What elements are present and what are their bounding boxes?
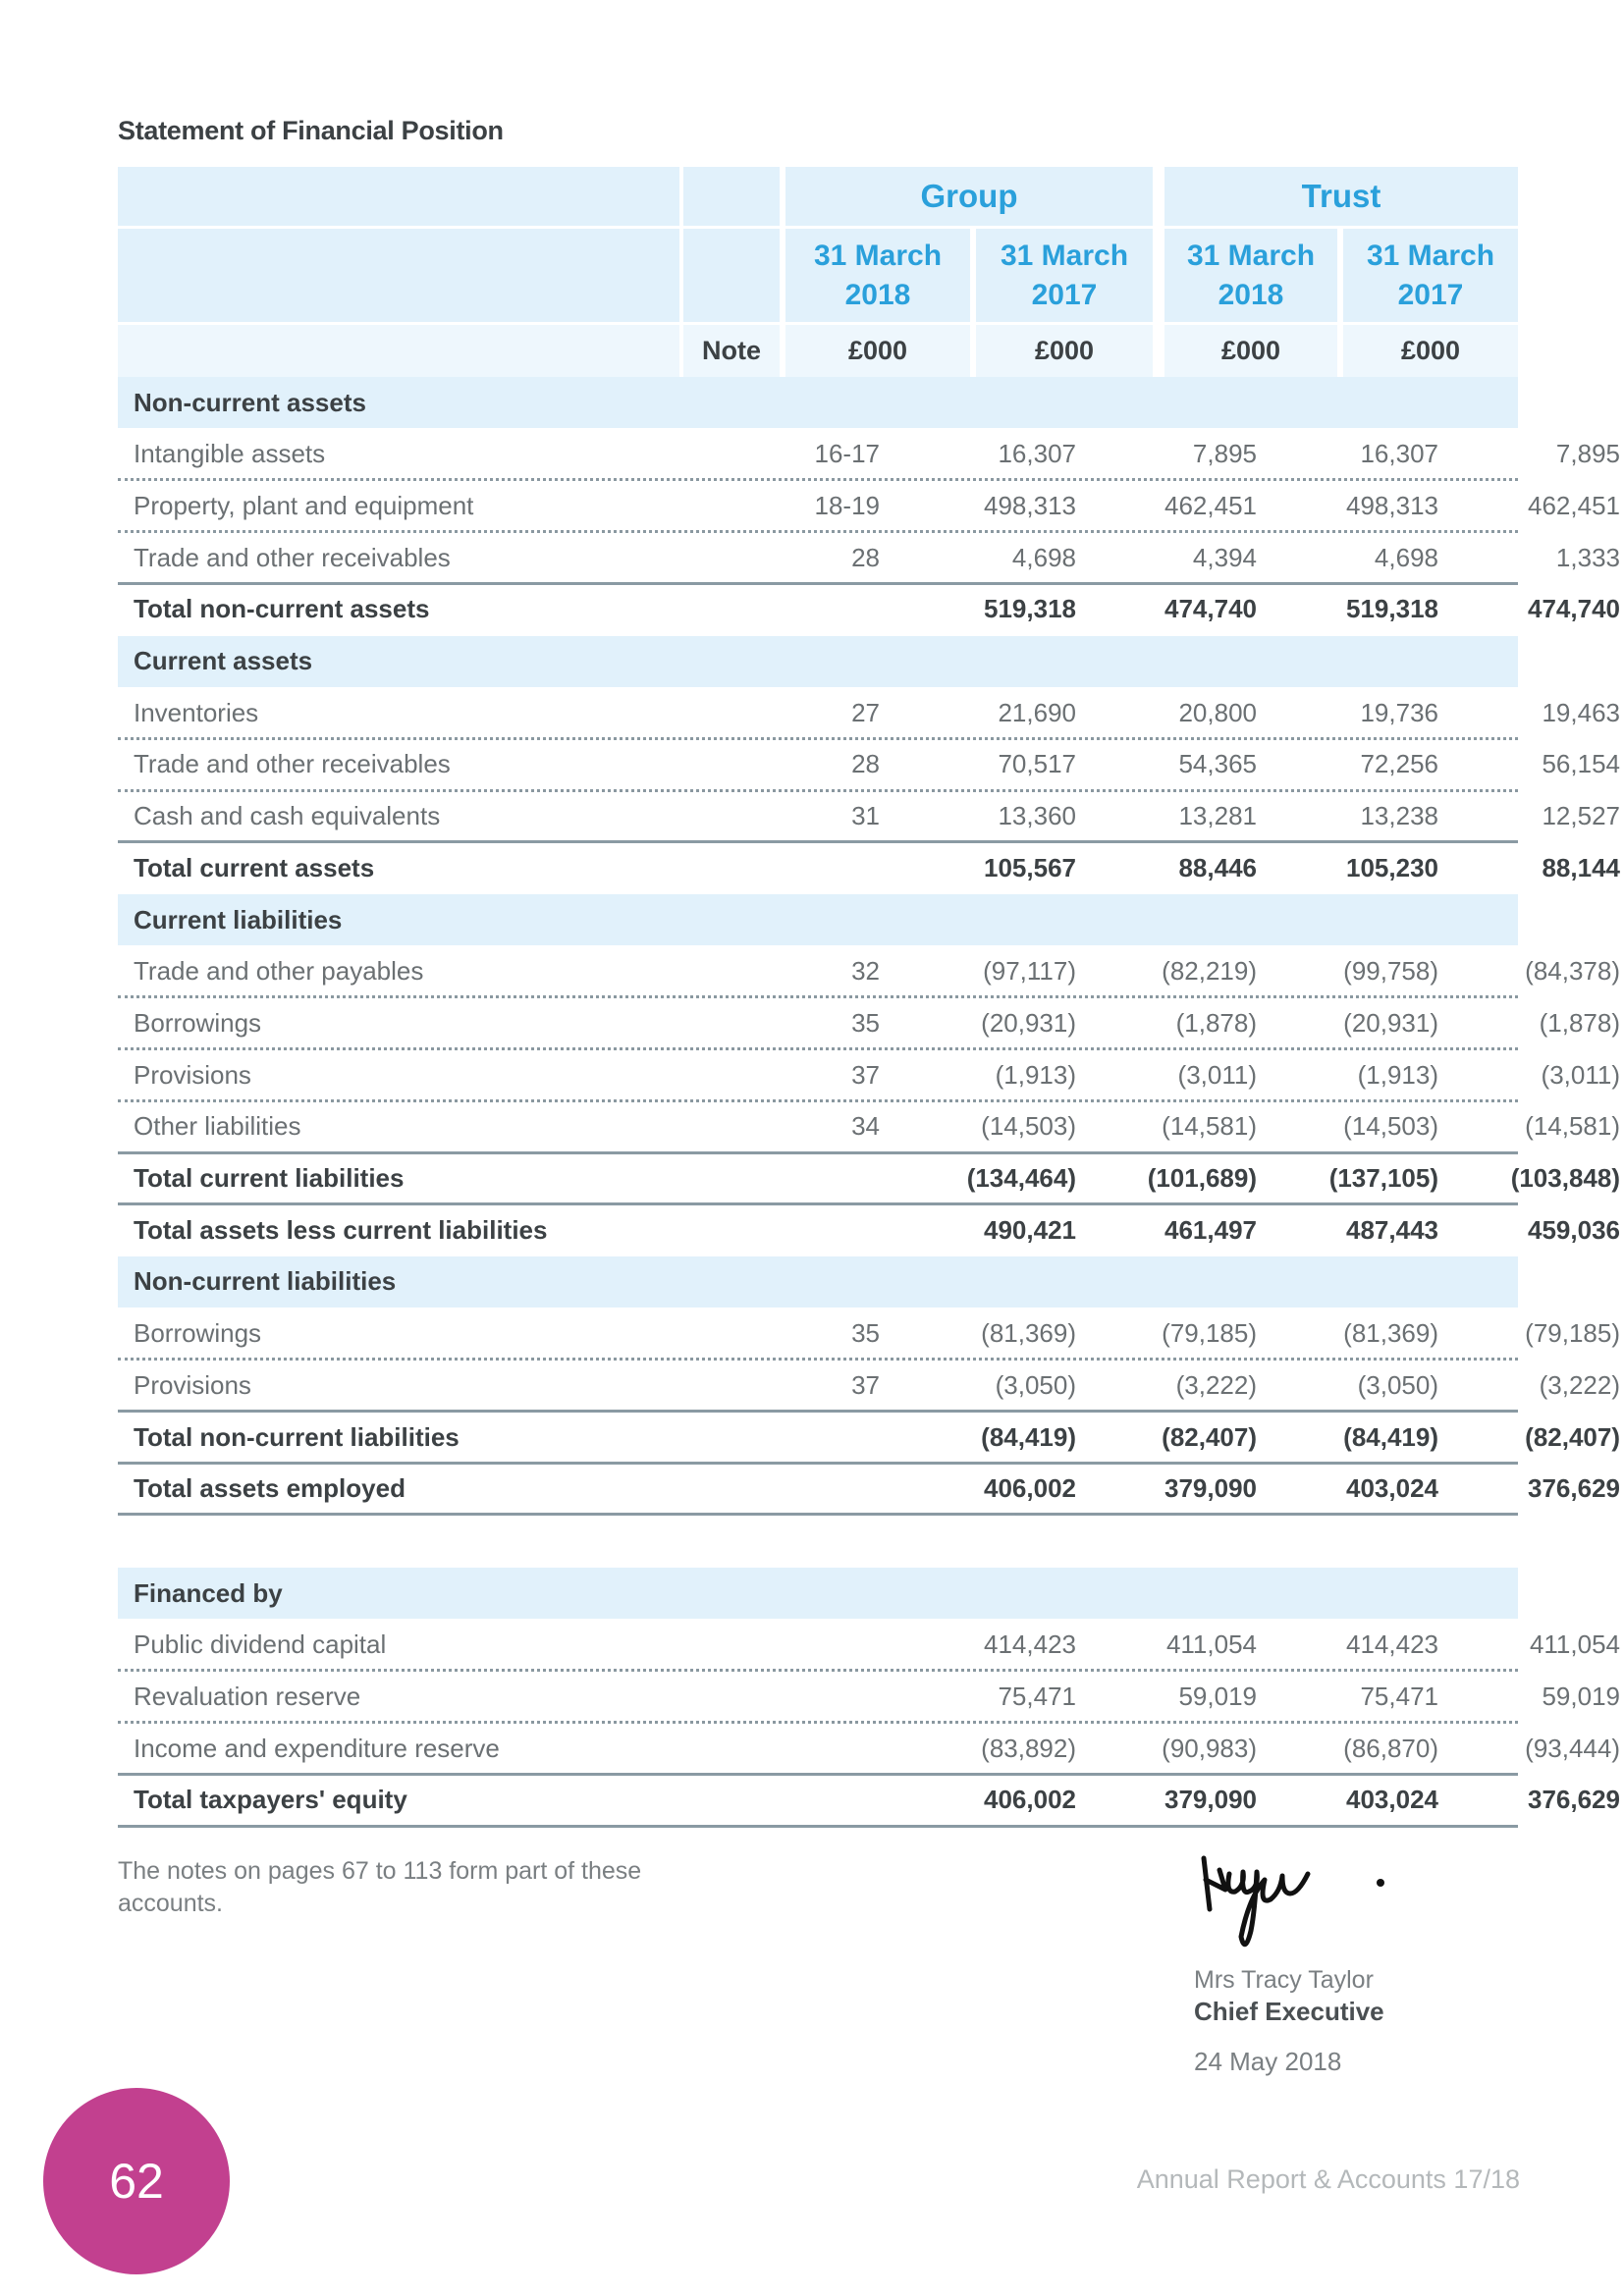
row-note: 35 (851, 1007, 880, 1038)
value-group-2017: 4,394 (1192, 542, 1257, 572)
table-row (118, 429, 1620, 480)
date-year: 2018 (1218, 278, 1284, 311)
value-trust-2018: 414,423 (1346, 1629, 1438, 1660)
page-number-badge (43, 2088, 230, 2274)
header-blank (118, 325, 679, 377)
row-label: Total non-current assets (134, 594, 430, 624)
value-group-2018: (81,369) (981, 1318, 1076, 1349)
row-label: Income and expenditure reserve (134, 1733, 500, 1763)
value-group-2017: 20,800 (1178, 697, 1257, 727)
header-unit: £000 (976, 325, 1153, 377)
row-label: Total current assets (134, 852, 375, 882)
value-group-2017: (82,407) (1162, 1421, 1257, 1452)
row-label: Total taxpayers' equity (134, 1785, 407, 1815)
value-group-2017: 7,895 (1192, 439, 1257, 469)
value-trust-2018: (137,105) (1328, 1163, 1438, 1193)
value-trust-2018 (1262, 377, 1438, 428)
value-group-2018: (1,913) (995, 1059, 1076, 1090)
table-row (118, 687, 1620, 738)
header-blank (118, 229, 679, 322)
value-group-2018 (785, 894, 1076, 945)
table-row (118, 1101, 1620, 1152)
value-trust-2018: 19,736 (1360, 697, 1438, 727)
row-label: Provisions (134, 1059, 251, 1090)
value-group-2018: 490,421 (984, 1214, 1076, 1245)
value-trust-2018: 487,443 (1346, 1214, 1438, 1245)
value-group-2017: 411,054 (1165, 1629, 1257, 1660)
value-trust-2018 (1262, 1568, 1438, 1619)
value-group-2017: 474,740 (1164, 594, 1257, 624)
table-row (118, 1723, 1620, 1774)
value-group-2017: (3,011) (1177, 1059, 1257, 1090)
value-group-2017 (1080, 636, 1257, 687)
value-group-2017: (3,222) (1175, 1369, 1257, 1400)
value-group-2018: 406,002 (984, 1785, 1076, 1815)
date-year: 2017 (1397, 278, 1464, 311)
row-note: 37 (851, 1059, 880, 1090)
row-label: Total current liabilities (134, 1163, 405, 1193)
row-label: Total assets less current liabilities (134, 1214, 548, 1245)
value-group-2018: 4,698 (1011, 542, 1076, 572)
value-trust-2018: 16,307 (1360, 439, 1438, 469)
value-trust-2018: 519,318 (1346, 594, 1438, 624)
value-trust-2018 (1262, 1256, 1438, 1308)
value-trust-2017: 12,527 (1542, 801, 1620, 831)
value-group-2018 (785, 1568, 1076, 1619)
header-date-trust-2018 (1164, 229, 1337, 322)
value-group-2018: 21,690 (998, 697, 1076, 727)
total-row (118, 842, 1620, 893)
value-trust-2017: 459,036 (1528, 1214, 1620, 1245)
value-group-2018 (785, 636, 1076, 687)
table-row (118, 480, 1620, 531)
value-group-2018: (20,931) (981, 1007, 1076, 1038)
row-label: Public dividend capital (134, 1629, 387, 1660)
rule-solid (118, 1825, 1518, 1828)
table-row (118, 1049, 1620, 1100)
table-row (118, 791, 1620, 842)
header-blank (683, 229, 780, 322)
value-trust-2017: (3,011) (1541, 1059, 1620, 1090)
value-trust-2018: (81,369) (1343, 1318, 1438, 1349)
value-trust-2017: 376,629 (1528, 1473, 1620, 1504)
value-trust-2018: (84,419) (1343, 1421, 1438, 1452)
row-label: Revaluation reserve (134, 1681, 361, 1711)
row-label: Total assets employed (134, 1473, 406, 1504)
rule-solid (118, 1513, 1518, 1516)
value-group-2017 (1080, 377, 1257, 428)
signature-date: 24 May 2018 (1194, 2047, 1342, 2076)
value-trust-2018 (1262, 636, 1438, 687)
table-row (118, 532, 1620, 583)
value-trust-2017: (93,444) (1525, 1733, 1620, 1763)
value-trust-2017: (1,878) (1539, 1007, 1620, 1038)
value-trust-2017: 474,740 (1528, 594, 1620, 624)
value-group-2017 (1080, 1256, 1257, 1308)
total-row (118, 1204, 1620, 1255)
value-trust-2017: 7,895 (1555, 439, 1620, 469)
signatory-role: Chief Executive (1194, 1997, 1384, 2026)
header-blank (118, 167, 679, 226)
value-group-2018: (3,050) (995, 1369, 1076, 1400)
row-note: 28 (851, 542, 880, 572)
value-group-2017: 379,090 (1164, 1473, 1257, 1504)
value-group-2018: 75,471 (998, 1681, 1076, 1711)
date-line: 31 March (1186, 239, 1316, 272)
value-trust-2017 (1443, 1256, 1620, 1308)
value-group-2018 (785, 1256, 1076, 1308)
value-trust-2018: 72,256 (1360, 749, 1438, 779)
header-date-group-2018 (785, 229, 970, 322)
date-line: 31 March (1000, 239, 1129, 272)
date-year: 2018 (844, 278, 911, 311)
value-trust-2017: 88,144 (1542, 852, 1620, 882)
row-label: Financed by (134, 1577, 283, 1608)
value-group-2018: (83,892) (981, 1733, 1076, 1763)
header-unit: £000 (1343, 325, 1518, 377)
table-row (118, 1671, 1620, 1722)
row-note: 35 (851, 1318, 880, 1349)
value-group-2018: (14,503) (981, 1111, 1076, 1142)
value-trust-2018: 498,313 (1346, 490, 1438, 520)
value-group-2017: 379,090 (1164, 1785, 1257, 1815)
row-label: Intangible assets (134, 439, 326, 469)
value-group-2017 (1080, 1568, 1257, 1619)
row-label: Property, plant and equipment (134, 490, 474, 520)
value-group-2018: (84,419) (981, 1421, 1076, 1452)
row-label: Total non-current liabilities (134, 1421, 460, 1452)
value-trust-2017: (82,407) (1525, 1421, 1620, 1452)
row-label: Inventories (134, 697, 259, 727)
value-trust-2018: 75,471 (1360, 1681, 1438, 1711)
value-group-2018: (97,117) (983, 956, 1076, 987)
value-trust-2018 (1262, 894, 1438, 945)
value-group-2017 (1080, 894, 1257, 945)
value-trust-2018: (14,503) (1343, 1111, 1438, 1142)
value-trust-2017: (3,222) (1539, 1369, 1620, 1400)
section-header-non-current-assets (118, 377, 1518, 428)
date-line: 31 March (813, 239, 943, 272)
total-row (118, 1775, 1620, 1826)
value-group-2017: (1,878) (1175, 1007, 1257, 1038)
row-label: Non-current assets (134, 387, 366, 417)
total-row (118, 584, 1620, 635)
value-trust-2017: (14,581) (1525, 1111, 1620, 1142)
row-label: Borrowings (134, 1318, 262, 1349)
row-note: 32 (851, 956, 880, 987)
value-group-2018: 406,002 (984, 1473, 1076, 1504)
row-note: 16-17 (814, 439, 880, 469)
value-trust-2017: (103,848) (1510, 1163, 1620, 1193)
page-number: 62 (109, 2154, 164, 2209)
value-group-2018: 498,313 (984, 490, 1076, 520)
value-group-2017: (14,581) (1162, 1111, 1257, 1142)
value-trust-2018: (99,758) (1343, 956, 1438, 987)
value-group-2018: (134,464) (966, 1163, 1076, 1193)
value-group-2017: 54,365 (1178, 749, 1257, 779)
value-trust-2018: (20,931) (1343, 1007, 1438, 1038)
value-trust-2017 (1443, 894, 1620, 945)
value-group-2018: 105,567 (984, 852, 1076, 882)
table-row (118, 1360, 1620, 1411)
value-trust-2017: 1,333 (1555, 542, 1620, 572)
row-label: Current assets (134, 646, 313, 675)
header-date-trust-2017 (1343, 229, 1518, 322)
value-group-2018: 414,423 (984, 1629, 1076, 1660)
value-trust-2018: (86,870) (1343, 1733, 1438, 1763)
value-trust-2017: 19,463 (1542, 697, 1620, 727)
row-label: Provisions (134, 1369, 251, 1400)
row-label: Current liabilities (134, 904, 343, 934)
section-header-financed-by (118, 1568, 1518, 1619)
value-trust-2018: 4,698 (1374, 542, 1438, 572)
value-trust-2018: (1,913) (1357, 1059, 1438, 1090)
date-year: 2017 (1031, 278, 1098, 311)
value-group-2017: (101,689) (1147, 1163, 1257, 1193)
signatory-name: Mrs Tracy Taylor (1194, 1966, 1374, 1994)
row-label: Borrowings (134, 1007, 262, 1038)
header-date-group-2017 (976, 229, 1153, 322)
total-row (118, 1412, 1620, 1463)
section-header-non-current-liabilities (118, 1256, 1518, 1308)
row-label: Other liabilities (134, 1111, 301, 1142)
value-trust-2017: 462,451 (1528, 490, 1620, 520)
value-trust-2018: 403,024 (1346, 1785, 1438, 1815)
value-trust-2017 (1443, 636, 1620, 687)
row-note: 37 (851, 1369, 880, 1400)
value-group-2017: 59,019 (1178, 1681, 1257, 1711)
row-note: 34 (851, 1111, 880, 1142)
value-group-2018: 16,307 (998, 439, 1076, 469)
value-trust-2018: 105,230 (1346, 852, 1438, 882)
header-unit: £000 (785, 325, 970, 377)
row-note: 28 (851, 749, 880, 779)
value-group-2018: 70,517 (998, 749, 1076, 779)
table-row (118, 739, 1620, 790)
section-header-current-assets (118, 636, 1518, 687)
table-row (118, 946, 1620, 997)
header-group: Group (785, 167, 1153, 226)
value-group-2017: 461,497 (1164, 1214, 1257, 1245)
value-trust-2017: 56,154 (1542, 749, 1620, 779)
header-unit: £000 (1164, 325, 1337, 377)
value-group-2018: 519,318 (984, 594, 1076, 624)
value-trust-2018: 13,238 (1360, 801, 1438, 831)
row-label: Non-current liabilities (134, 1266, 397, 1297)
value-trust-2017: 376,629 (1528, 1785, 1620, 1815)
value-group-2017: 88,446 (1178, 852, 1257, 882)
row-label: Trade and other payables (134, 956, 424, 987)
row-note: 18-19 (814, 490, 880, 520)
table-row (118, 1308, 1620, 1360)
value-trust-2017 (1443, 1568, 1620, 1619)
header-blank (683, 167, 780, 226)
value-trust-2017 (1443, 377, 1620, 428)
row-note: 27 (851, 697, 880, 727)
value-group-2017: (90,983) (1162, 1733, 1257, 1763)
section-header-current-liabilities (118, 894, 1518, 945)
date-line: 31 March (1366, 239, 1495, 272)
value-group-2017: (82,219) (1162, 956, 1257, 987)
row-label: Trade and other receivables (134, 542, 451, 572)
header-trust: Trust (1164, 167, 1518, 226)
table-row (118, 1620, 1620, 1671)
value-group-2018 (785, 377, 1076, 428)
signature-image (1190, 1850, 1406, 1978)
page-title: Statement of Financial Position (118, 116, 504, 145)
table-row (118, 997, 1620, 1048)
total-row (118, 1153, 1620, 1204)
value-group-2018: 13,360 (998, 801, 1076, 831)
total-row (118, 1464, 1620, 1515)
report-name: Annual Report & Accounts 17/18 (1136, 2164, 1520, 2194)
value-trust-2018: (3,050) (1357, 1369, 1438, 1400)
value-trust-2017: (84,378) (1525, 956, 1620, 987)
value-group-2017: 462,451 (1164, 490, 1257, 520)
value-group-2017: (79,185) (1162, 1318, 1257, 1349)
value-trust-2017: (79,185) (1525, 1318, 1620, 1349)
header-note: Note (683, 325, 780, 377)
row-note: 31 (851, 801, 880, 831)
row-label: Cash and cash equivalents (134, 801, 441, 831)
value-trust-2017: 411,054 (1529, 1629, 1620, 1660)
footnote: The notes on pages 67 to 113 form part of these accounts. (118, 1857, 642, 1917)
value-trust-2018: 403,024 (1346, 1473, 1438, 1504)
value-group-2017: 13,281 (1178, 801, 1257, 831)
row-label: Trade and other receivables (134, 749, 451, 779)
value-trust-2017: 59,019 (1542, 1681, 1620, 1711)
